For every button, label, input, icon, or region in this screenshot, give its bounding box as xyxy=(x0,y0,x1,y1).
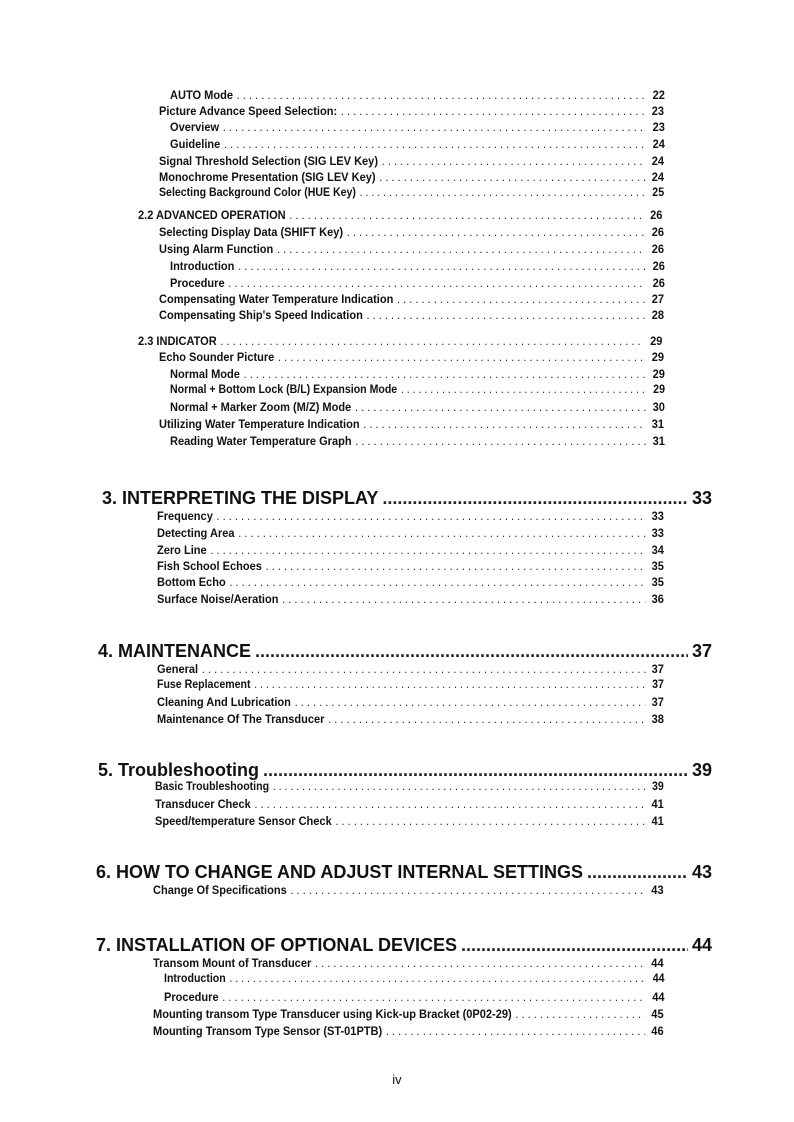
dot-leader xyxy=(255,641,688,662)
dot-leader xyxy=(335,814,645,828)
dot-leader xyxy=(229,973,646,985)
dot-leader xyxy=(347,225,646,239)
toc-entry-guideline: Guideline . . . 24 xyxy=(170,137,665,153)
dot-leader xyxy=(461,935,688,956)
dot-leader xyxy=(290,883,645,897)
dot-leader xyxy=(254,679,645,691)
dot-leader xyxy=(228,276,646,290)
dot-leader xyxy=(289,208,644,222)
toc-entry-transom-mount: Transom Mount of Transducer . . . 44 xyxy=(153,956,664,972)
toc-entry-cleaning: Cleaning And Lubrication . . . 37 xyxy=(157,695,664,711)
dot-leader xyxy=(295,695,646,709)
toc-entry-kickup: Mounting transom Type Transducer using Kick-up Bracket (0P02-29) . . . 45 xyxy=(153,1007,664,1023)
toc-entry-echo-picture: Echo Sounder Picture . . . 29 xyxy=(159,350,664,366)
dot-leader xyxy=(315,956,645,970)
toc-entry-display-data: Selecting Display Data (SHIFT Key) . . . 26 xyxy=(159,225,664,241)
toc-entry-bottom-lock: Normal + Bottom Lock (B/L) Expansion Mode . . . 29 xyxy=(170,384,665,400)
dot-leader xyxy=(244,367,647,381)
toc-entry-water-temp-indication: Utilizing Water Temperature Indication . . . 31 xyxy=(159,417,664,433)
toc-entry-bottom-echo: Bottom Echo . . . 35 xyxy=(157,575,664,591)
toc-entry-auto-mode: AUTO Mode . . . 22 xyxy=(170,88,665,104)
dot-leader xyxy=(223,120,647,134)
toc-entry-zero-line: Zero Line . . . 34 xyxy=(157,543,664,559)
toc-entry-alarm-intro: Introduction . . . 26 xyxy=(170,259,665,275)
toc-entry-ship-speed-comp: Compensating Ship's Speed Indication . . . 28 xyxy=(159,308,664,324)
dot-leader xyxy=(397,292,646,306)
dot-leader xyxy=(220,334,644,348)
toc-entry-marker-zoom: Normal + Marker Zoom (M/Z) Mode . . . 30 xyxy=(170,400,665,416)
toc-entry-overview: Overview . . . 23 xyxy=(170,120,665,136)
toc-entry-transom-sensor: Mounting Transom Type Sensor (ST-01PTB) . . . 46 xyxy=(153,1024,664,1040)
toc-entry-monochrome: Monochrome Presentation (SIG LEV Key) . . . 24 xyxy=(159,170,664,186)
toc-entry-change-spec: Change Of Specifications . . . 43 xyxy=(153,883,664,899)
toc-entry-signal-threshold: Signal Threshold Selection (SIG LEV Key) . . . 24 xyxy=(159,154,664,170)
dot-leader xyxy=(263,760,688,781)
dot-leader xyxy=(360,187,646,199)
dot-leader xyxy=(341,104,646,118)
dot-leader xyxy=(266,559,646,573)
dot-leader xyxy=(363,417,645,431)
toc-chapter-3: 3. INTERPRETING THE DISPLAY ..... 33 xyxy=(102,488,712,510)
dot-leader xyxy=(515,1007,645,1021)
toc-chapter-4: 4. MAINTENANCE ..... 37 xyxy=(98,641,712,663)
toc-entry-fish-school: Fish School Echoes . . . 35 xyxy=(157,559,664,575)
toc-entry-normal-mode: Normal Mode . . . 29 xyxy=(170,367,665,383)
dot-leader xyxy=(355,400,647,414)
dot-leader xyxy=(237,88,647,102)
dot-leader xyxy=(202,662,646,676)
toc-chapter-6: 6. HOW TO CHANGE AND ADJUST INTERNAL SETTINGS ..... 43 xyxy=(96,862,712,884)
dot-leader xyxy=(229,575,645,589)
toc-entry-advanced-operation: 2.2 ADVANCED OPERATION . . . 26 xyxy=(138,208,662,224)
toc-entry-sensor-check: Speed/temperature Sensor Check . . . 41 xyxy=(155,814,664,830)
toc-chapter-5: 5. Troubleshooting ..... 39 xyxy=(98,760,712,782)
dot-leader xyxy=(224,137,647,151)
toc-entry-surface-noise: Surface Noise/Aeration . . . 36 xyxy=(157,592,664,608)
dot-leader xyxy=(277,242,646,256)
toc-entry-alarm-function: Using Alarm Function . . . 26 xyxy=(159,242,664,258)
toc-entry-background-color: Selecting Background Color (HUE Key) . . . 25 xyxy=(159,187,664,203)
toc-entry-water-temp-graph: Reading Water Temperature Graph . . . 31 xyxy=(170,434,665,450)
dot-leader xyxy=(587,862,688,883)
toc-entry-alarm-procedure: Procedure . . . 26 xyxy=(170,276,665,292)
toc-entry-transom-intro: Introduction . . . 44 xyxy=(164,973,664,989)
toc-entry-general: General . . . 37 xyxy=(157,662,664,678)
dot-leader xyxy=(382,154,646,168)
dot-leader xyxy=(254,797,645,811)
dot-leader xyxy=(382,488,688,509)
page-number: iv xyxy=(392,1072,402,1087)
toc-chapter-7: 7. INSTALLATION OF OPTIONAL DEVICES ..... 44 xyxy=(96,935,712,957)
toc-entry-transducer-maint: Maintenance Of The Transducer . . . 38 xyxy=(157,712,664,728)
dot-leader xyxy=(238,526,645,540)
dot-leader xyxy=(355,434,646,448)
dot-leader xyxy=(386,1024,645,1038)
dot-leader xyxy=(379,170,645,184)
toc-entry-indicator: 2.3 INDICATOR . . . 29 xyxy=(138,334,662,350)
dot-leader xyxy=(273,781,646,793)
dot-leader xyxy=(367,308,646,322)
dot-leader xyxy=(278,350,646,364)
toc-entry-water-temp-comp: Compensating Water Temperature Indication . . . 27 xyxy=(159,292,664,308)
dot-leader xyxy=(238,259,646,273)
toc-entry-fuse: Fuse Replacement . . . 37 xyxy=(157,679,664,695)
dot-leader xyxy=(222,990,646,1004)
dot-leader xyxy=(217,509,646,523)
toc-entry-detecting-area: Detecting Area . . . 33 xyxy=(157,526,664,542)
dot-leader xyxy=(210,543,645,557)
toc-entry-picture-advance: Picture Advance Speed Selection: . . . 23 xyxy=(159,104,664,120)
toc-entry-frequency: Frequency . . . 33 xyxy=(157,509,664,525)
toc-entry-transom-procedure: Procedure . . . 44 xyxy=(164,990,664,1006)
dot-leader xyxy=(401,384,647,396)
toc-entry-transducer-check: Transducer Check . . . 41 xyxy=(155,797,664,813)
dot-leader xyxy=(328,712,645,726)
toc-entry-basic-ts: Basic Troubleshooting . . . 39 xyxy=(155,781,664,797)
dot-leader xyxy=(282,592,645,606)
